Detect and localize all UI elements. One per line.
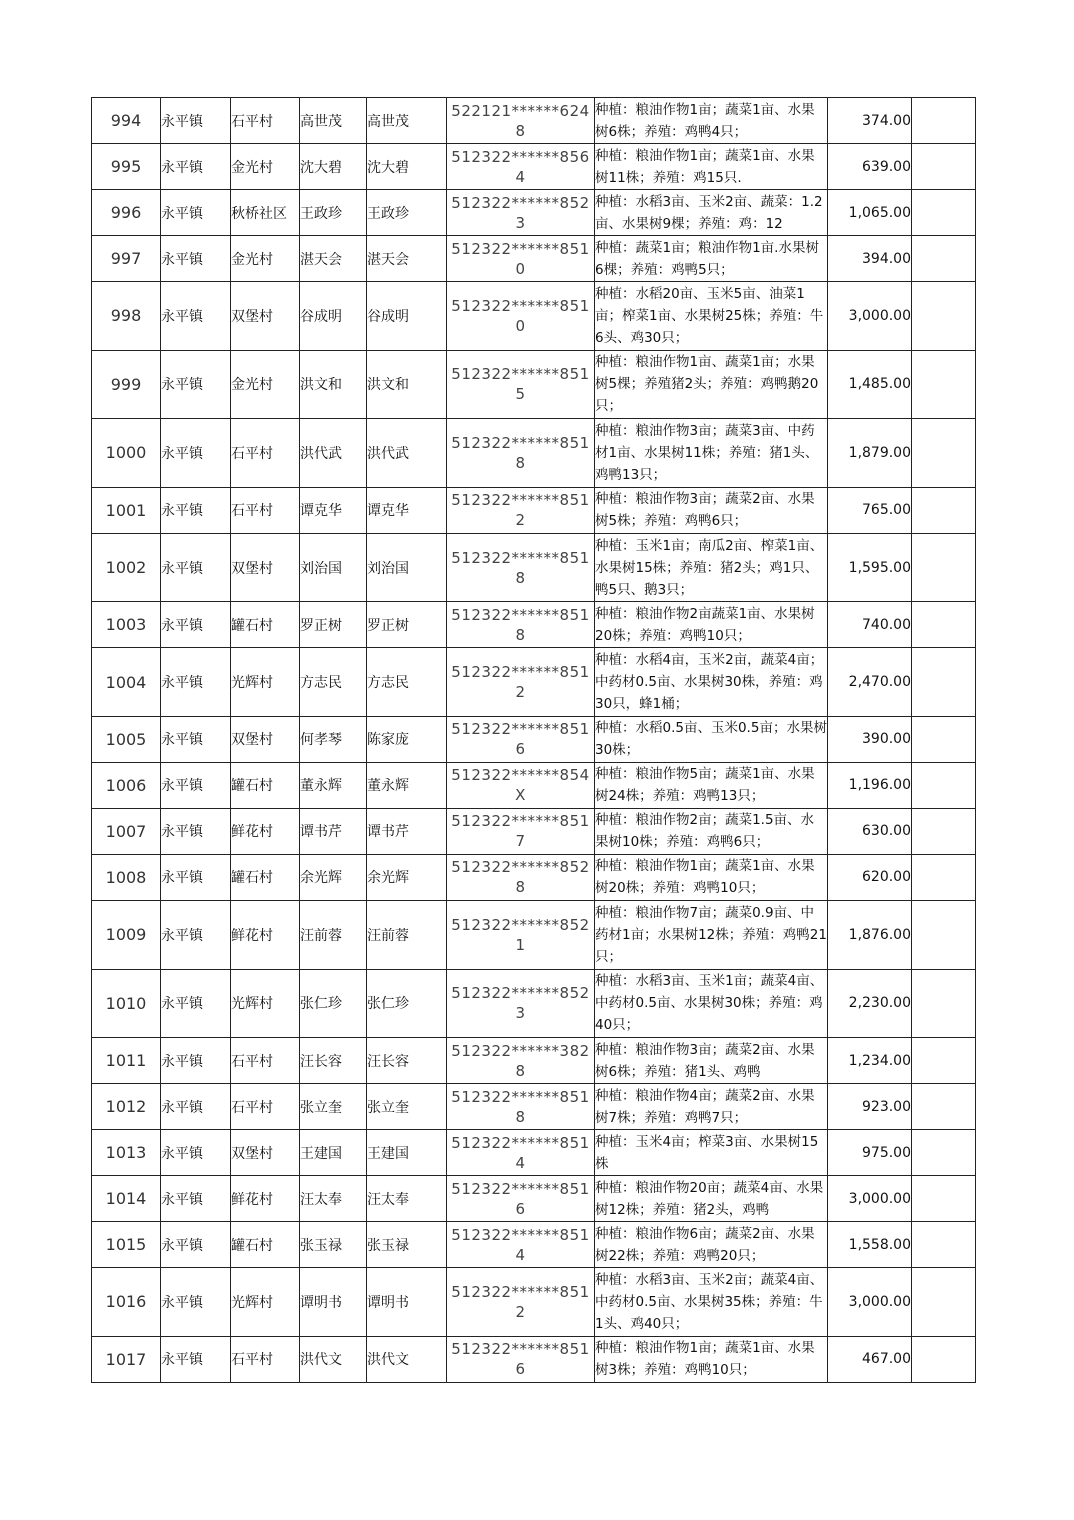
id-number-line2: 5 [515, 385, 526, 404]
id-number-line2: X [515, 786, 526, 805]
payee-cell: 董永辉 [367, 762, 447, 808]
id-number-cell [447, 1222, 595, 1268]
name-cell: 谭克华 [300, 487, 367, 533]
subsidy-table [91, 97, 976, 1383]
row-number: 997 [92, 236, 161, 282]
id-number-cell [447, 1084, 595, 1130]
id-number-cell [447, 419, 595, 488]
id-number-line1: 512322******851 [451, 663, 590, 682]
row-number: 1012 [92, 1084, 161, 1130]
payee-cell: 王政珍 [367, 190, 447, 236]
id-number-line1: 512322******856 [451, 147, 590, 166]
row-number: 1013 [92, 1130, 161, 1176]
remark-cell [912, 1268, 976, 1337]
id-number-cell [447, 1176, 595, 1222]
amount-cell: 1,485.00 [828, 350, 912, 419]
id-number-cell [447, 648, 595, 717]
id-number-line1: 512322******852 [451, 915, 590, 934]
payee-cell: 陈家庞 [367, 716, 447, 762]
id-number-line1: 512322******852 [451, 858, 590, 877]
id-number-cell [447, 98, 595, 144]
town-cell: 永平镇 [161, 900, 231, 969]
remark-cell [912, 419, 976, 488]
amount-cell: 1,595.00 [828, 533, 912, 602]
name-cell: 张玉禄 [300, 1222, 367, 1268]
row-number: 1005 [92, 716, 161, 762]
payee-cell: 罗正树 [367, 602, 447, 648]
village-cell: 鲜花村 [231, 808, 300, 854]
payee-cell: 张仁珍 [367, 969, 447, 1038]
table-row [92, 1084, 976, 1130]
name-cell: 王政珍 [300, 190, 367, 236]
amount-cell: 467.00 [828, 1336, 912, 1382]
payee-cell: 谭克华 [367, 487, 447, 533]
row-number: 1009 [92, 900, 161, 969]
table-row [92, 1176, 976, 1222]
id-number-line2: 8 [515, 1061, 526, 1080]
row-number: 994 [92, 98, 161, 144]
table-row [92, 969, 976, 1038]
name-cell: 刘治国 [300, 533, 367, 602]
table-row [92, 1038, 976, 1084]
row-number: 999 [92, 350, 161, 419]
village-cell: 双堡村 [231, 1130, 300, 1176]
description-cell: 种植：粮油作物7亩；蔬菜0.9亩、中药材1亩；水果树12株；养殖：鸡鸭21只； [595, 900, 828, 969]
description-cell: 种植：粮油作物1亩；蔬菜1亩、水果树6株；养殖：鸡鸭4只； [595, 98, 828, 144]
description-cell: 种植：粮油作物3亩；蔬菜3亩、中药材1亩、水果树11株；养殖：猪1头、鸡鸭13只； [595, 419, 828, 488]
row-number: 1017 [92, 1336, 161, 1382]
row-number: 1007 [92, 808, 161, 854]
description-cell: 种植：粮油作物6亩；蔬菜2亩、水果树22株；养殖：鸡鸭20只； [595, 1222, 828, 1268]
village-cell: 双堡村 [231, 282, 300, 351]
village-cell: 石平村 [231, 487, 300, 533]
id-number-line2: 8 [515, 453, 526, 472]
id-number-line2: 2 [515, 1302, 526, 1321]
id-number-line2: 8 [515, 568, 526, 587]
remark-cell [912, 762, 976, 808]
name-cell: 高世茂 [300, 98, 367, 144]
id-number-line1: 512322******851 [451, 548, 590, 567]
payee-cell: 汪前蓉 [367, 900, 447, 969]
village-cell: 石平村 [231, 98, 300, 144]
village-cell: 鲜花村 [231, 900, 300, 969]
id-number-line2: 8 [515, 121, 526, 140]
id-number-cell [447, 1130, 595, 1176]
id-number-line1: 512322******852 [451, 193, 590, 212]
row-number: 998 [92, 282, 161, 351]
town-cell: 永平镇 [161, 282, 231, 351]
id-number-line1: 512322******851 [451, 1225, 590, 1244]
village-cell: 光辉村 [231, 648, 300, 717]
id-number-cell [447, 1038, 595, 1084]
name-cell: 董永辉 [300, 762, 367, 808]
name-cell: 谭明书 [300, 1268, 367, 1337]
id-number-line2: 1 [515, 935, 526, 954]
table-row [92, 854, 976, 900]
id-number-line2: 3 [515, 213, 526, 232]
town-cell: 永平镇 [161, 144, 231, 190]
description-cell: 种植：粮油作物3亩；蔬菜2亩、水果树6株；养殖：猪1头、鸡鸭 [595, 1038, 828, 1084]
description-cell: 种植：水稻3亩、玉米2亩；蔬菜4亩、中药材0.5亩、水果树35株；养殖：牛1头、鸡40只； [595, 1268, 828, 1337]
town-cell: 永平镇 [161, 190, 231, 236]
row-number: 1002 [92, 533, 161, 602]
name-cell: 何孝琴 [300, 716, 367, 762]
village-cell: 石平村 [231, 1336, 300, 1382]
town-cell: 永平镇 [161, 1336, 231, 1382]
village-cell: 石平村 [231, 1084, 300, 1130]
table-row [92, 1130, 976, 1176]
name-cell: 谭书芹 [300, 808, 367, 854]
town-cell: 永平镇 [161, 236, 231, 282]
town-cell: 永平镇 [161, 98, 231, 144]
id-number-line1: 512322******851 [451, 1179, 590, 1198]
description-cell: 种植：粮油作物1亩、蔬菜1亩；水果树5棵；养殖猪2头；养殖：鸡鸭鹅20只； [595, 350, 828, 419]
id-number-line1: 512322******851 [451, 1133, 590, 1152]
id-number-cell [447, 1336, 595, 1382]
id-number-line2: 6 [515, 740, 526, 759]
id-number-line1: 512322******851 [451, 720, 590, 739]
name-cell: 谷成明 [300, 282, 367, 351]
table-row [92, 533, 976, 602]
town-cell: 永平镇 [161, 602, 231, 648]
id-number-line1: 512322******851 [451, 812, 590, 831]
remark-cell [912, 900, 976, 969]
id-number-line2: 8 [515, 1107, 526, 1126]
village-cell: 金光村 [231, 236, 300, 282]
town-cell: 永平镇 [161, 716, 231, 762]
table-row [92, 602, 976, 648]
name-cell: 罗正树 [300, 602, 367, 648]
amount-cell: 1,876.00 [828, 900, 912, 969]
id-number-cell [447, 487, 595, 533]
id-number-cell [447, 350, 595, 419]
name-cell: 方志民 [300, 648, 367, 717]
row-number: 1011 [92, 1038, 161, 1084]
payee-cell: 余光辉 [367, 854, 447, 900]
amount-cell: 1,558.00 [828, 1222, 912, 1268]
name-cell: 张立奎 [300, 1084, 367, 1130]
id-number-cell [447, 1268, 595, 1337]
payee-cell: 洪代武 [367, 419, 447, 488]
id-number-line2: 3 [515, 1004, 526, 1023]
village-cell: 鲜花村 [231, 1176, 300, 1222]
table-row [92, 648, 976, 717]
payee-cell: 谭明书 [367, 1268, 447, 1337]
row-number: 1015 [92, 1222, 161, 1268]
town-cell: 永平镇 [161, 487, 231, 533]
description-cell: 种植：水稻20亩、玉米5亩、油菜1亩；榨菜1亩、水果树25株；养殖：牛6头、鸡30只； [595, 282, 828, 351]
remark-cell [912, 648, 976, 717]
village-cell: 石平村 [231, 1038, 300, 1084]
id-number-line1: 512322******851 [451, 491, 590, 510]
id-number-cell [447, 716, 595, 762]
id-number-line2: 0 [515, 316, 526, 335]
row-number: 1008 [92, 854, 161, 900]
town-cell: 永平镇 [161, 1222, 231, 1268]
amount-cell: 3,000.00 [828, 282, 912, 351]
name-cell: 洪代文 [300, 1336, 367, 1382]
remark-cell [912, 533, 976, 602]
payee-cell: 谷成明 [367, 282, 447, 351]
id-number-line2: 6 [515, 1360, 526, 1379]
town-cell: 永平镇 [161, 969, 231, 1038]
amount-cell: 1,065.00 [828, 190, 912, 236]
row-number: 1000 [92, 419, 161, 488]
payee-cell: 张立奎 [367, 1084, 447, 1130]
id-number-line2: 8 [515, 878, 526, 897]
village-cell: 罐石村 [231, 854, 300, 900]
payee-cell: 汪长容 [367, 1038, 447, 1084]
payee-cell: 张玉禄 [367, 1222, 447, 1268]
amount-cell: 394.00 [828, 236, 912, 282]
table-row [92, 282, 976, 351]
village-cell: 金光村 [231, 350, 300, 419]
amount-cell: 374.00 [828, 98, 912, 144]
payee-cell: 高世茂 [367, 98, 447, 144]
id-number-line2: 8 [515, 625, 526, 644]
town-cell: 永平镇 [161, 762, 231, 808]
name-cell: 洪文和 [300, 350, 367, 419]
remark-cell [912, 808, 976, 854]
remark-cell [912, 1222, 976, 1268]
village-cell: 秋桥社区 [231, 190, 300, 236]
town-cell: 永平镇 [161, 1038, 231, 1084]
row-number: 1016 [92, 1268, 161, 1337]
row-number: 1010 [92, 969, 161, 1038]
town-cell: 永平镇 [161, 808, 231, 854]
name-cell: 汪太奉 [300, 1176, 367, 1222]
description-cell: 种植：粮油作物20亩；蔬菜4亩、水果树12株；养殖：猪2头，鸡鸭 [595, 1176, 828, 1222]
amount-cell: 3,000.00 [828, 1176, 912, 1222]
table-row [92, 762, 976, 808]
name-cell: 沈大碧 [300, 144, 367, 190]
id-number-line1: 512322******852 [451, 984, 590, 1003]
town-cell: 永平镇 [161, 533, 231, 602]
amount-cell: 1,879.00 [828, 419, 912, 488]
id-number-line2: 6 [515, 1199, 526, 1218]
village-cell: 双堡村 [231, 716, 300, 762]
remark-cell [912, 98, 976, 144]
table-row [92, 808, 976, 854]
id-number-line1: 512322******851 [451, 1087, 590, 1106]
amount-cell: 390.00 [828, 716, 912, 762]
payee-cell: 湛天会 [367, 236, 447, 282]
id-number-cell [447, 236, 595, 282]
town-cell: 永平镇 [161, 1130, 231, 1176]
remark-cell [912, 969, 976, 1038]
id-number-line1: 512322******854 [451, 766, 590, 785]
name-cell: 洪代武 [300, 419, 367, 488]
name-cell: 湛天会 [300, 236, 367, 282]
id-number-cell [447, 969, 595, 1038]
name-cell: 汪长容 [300, 1038, 367, 1084]
id-number-line1: 522121******624 [451, 101, 590, 120]
id-number-line2: 2 [515, 683, 526, 702]
remark-cell [912, 190, 976, 236]
amount-cell: 740.00 [828, 602, 912, 648]
description-cell: 种植：粮油作物2亩；蔬菜1.5亩、水果树10株；养殖：鸡鸭6只； [595, 808, 828, 854]
id-number-line1: 512322******851 [451, 365, 590, 384]
amount-cell: 975.00 [828, 1130, 912, 1176]
description-cell: 种植：粮油作物1亩；蔬菜1亩、水果树20株；养殖：鸡鸭10只； [595, 854, 828, 900]
description-cell: 种植：粮油作物3亩；蔬菜2亩、水果树5株；养殖：鸡鸭6只； [595, 487, 828, 533]
town-cell: 永平镇 [161, 350, 231, 419]
id-number-line2: 0 [515, 259, 526, 278]
description-cell: 种植：粮油作物1亩；蔬菜1亩、水果树11株；养殖：鸡15只. [595, 144, 828, 190]
id-number-cell [447, 808, 595, 854]
remark-cell [912, 1336, 976, 1382]
remark-cell [912, 854, 976, 900]
row-number: 1004 [92, 648, 161, 717]
row-number: 1001 [92, 487, 161, 533]
remark-cell [912, 1084, 976, 1130]
town-cell: 永平镇 [161, 1084, 231, 1130]
village-cell: 石平村 [231, 419, 300, 488]
row-number: 1006 [92, 762, 161, 808]
table-row [92, 190, 976, 236]
table-row [92, 1336, 976, 1382]
remark-cell [912, 1038, 976, 1084]
remark-cell [912, 282, 976, 351]
amount-cell: 2,230.00 [828, 969, 912, 1038]
id-number-line1: 512322******851 [451, 1282, 590, 1301]
id-number-line2: 4 [515, 167, 526, 186]
id-number-line1: 512322******382 [451, 1041, 590, 1060]
amount-cell: 620.00 [828, 854, 912, 900]
payee-cell: 谭书芹 [367, 808, 447, 854]
name-cell: 王建国 [300, 1130, 367, 1176]
town-cell: 永平镇 [161, 648, 231, 717]
description-cell: 种植：粮油作物1亩；蔬菜1亩、水果树3株；养殖：鸡鸭10只； [595, 1336, 828, 1382]
remark-cell [912, 1130, 976, 1176]
payee-cell: 沈大碧 [367, 144, 447, 190]
row-number: 1014 [92, 1176, 161, 1222]
remark-cell [912, 236, 976, 282]
id-number-line2: 4 [515, 1153, 526, 1172]
village-cell: 金光村 [231, 144, 300, 190]
remark-cell [912, 1176, 976, 1222]
village-cell: 双堡村 [231, 533, 300, 602]
id-number-line2: 4 [515, 1245, 526, 1264]
row-number: 995 [92, 144, 161, 190]
payee-cell: 洪文和 [367, 350, 447, 419]
village-cell: 光辉村 [231, 969, 300, 1038]
table-row [92, 1268, 976, 1337]
amount-cell: 923.00 [828, 1084, 912, 1130]
payee-cell: 方志民 [367, 648, 447, 717]
village-cell: 光辉村 [231, 1268, 300, 1337]
id-number-line2: 2 [515, 511, 526, 530]
town-cell: 永平镇 [161, 1268, 231, 1337]
town-cell: 永平镇 [161, 419, 231, 488]
description-cell: 种植：玉米1亩；南瓜2亩、榨菜1亩、水果树15株；养殖：猪2头；鸡1只、鸭5只、鹅3只； [595, 533, 828, 602]
description-cell: 种植：水稻3亩、玉米2亩、蔬菜：1.2亩、水果树9棵；养殖：鸡：12 [595, 190, 828, 236]
description-cell: 种植：粮油作物2亩蔬菜1亩、水果树20株；养殖：鸡鸭10只； [595, 602, 828, 648]
description-cell: 种植：蔬菜1亩；粮油作物1亩.水果树6棵；养殖：鸡鸭5只； [595, 236, 828, 282]
table-row [92, 487, 976, 533]
town-cell: 永平镇 [161, 854, 231, 900]
name-cell: 汪前蓉 [300, 900, 367, 969]
id-number-cell [447, 190, 595, 236]
amount-cell: 630.00 [828, 808, 912, 854]
id-number-cell [447, 144, 595, 190]
table-row [92, 236, 976, 282]
id-number-cell [447, 282, 595, 351]
remark-cell [912, 716, 976, 762]
table-row [92, 900, 976, 969]
id-number-line2: 7 [515, 832, 526, 851]
village-cell: 罐石村 [231, 602, 300, 648]
remark-cell [912, 350, 976, 419]
payee-cell: 王建国 [367, 1130, 447, 1176]
amount-cell: 3,000.00 [828, 1268, 912, 1337]
amount-cell: 765.00 [828, 487, 912, 533]
payee-cell: 汪太奉 [367, 1176, 447, 1222]
table-row [92, 1222, 976, 1268]
id-number-line1: 512322******851 [451, 239, 590, 258]
description-cell: 种植：粮油作物4亩；蔬菜2亩、水果树7株；养殖：鸡鸭7只； [595, 1084, 828, 1130]
id-number-line1: 512322******851 [451, 605, 590, 624]
id-number-cell [447, 602, 595, 648]
remark-cell [912, 144, 976, 190]
description-cell: 种植：水稻0.5亩、玉米0.5亩；水果树30株； [595, 716, 828, 762]
table-body [92, 98, 976, 1383]
description-cell: 种植：水稻4亩，玉米2亩，蔬菜4亩；中药材0.5亩、水果树30株，养殖：鸡30只，蜂1桶； [595, 648, 828, 717]
row-number: 1003 [92, 602, 161, 648]
table-row [92, 419, 976, 488]
table-row [92, 98, 976, 144]
description-cell: 种植：玉米4亩；榨菜3亩、水果树15株 [595, 1130, 828, 1176]
name-cell: 张仁珍 [300, 969, 367, 1038]
name-cell: 余光辉 [300, 854, 367, 900]
payee-cell: 刘治国 [367, 533, 447, 602]
id-number-cell [447, 900, 595, 969]
table-row [92, 350, 976, 419]
id-number-line1: 512322******851 [451, 1340, 590, 1359]
village-cell: 罐石村 [231, 762, 300, 808]
amount-cell: 1,234.00 [828, 1038, 912, 1084]
village-cell: 罐石村 [231, 1222, 300, 1268]
description-cell: 种植：水稻3亩、玉米1亩；蔬菜4亩、中药材0.5亩、水果树30株；养殖：鸡40只； [595, 969, 828, 1038]
description-cell: 种植：粮油作物5亩；蔬菜1亩、水果树24株；养殖：鸡鸭13只； [595, 762, 828, 808]
town-cell: 永平镇 [161, 1176, 231, 1222]
id-number-cell [447, 533, 595, 602]
id-number-line1: 512322******851 [451, 296, 590, 315]
id-number-cell [447, 762, 595, 808]
amount-cell: 1,196.00 [828, 762, 912, 808]
amount-cell: 639.00 [828, 144, 912, 190]
remark-cell [912, 487, 976, 533]
payee-cell: 洪代文 [367, 1336, 447, 1382]
amount-cell: 2,470.00 [828, 648, 912, 717]
table-row [92, 144, 976, 190]
row-number: 996 [92, 190, 161, 236]
table-row [92, 716, 976, 762]
remark-cell [912, 602, 976, 648]
id-number-cell [447, 854, 595, 900]
id-number-line1: 512322******851 [451, 433, 590, 452]
